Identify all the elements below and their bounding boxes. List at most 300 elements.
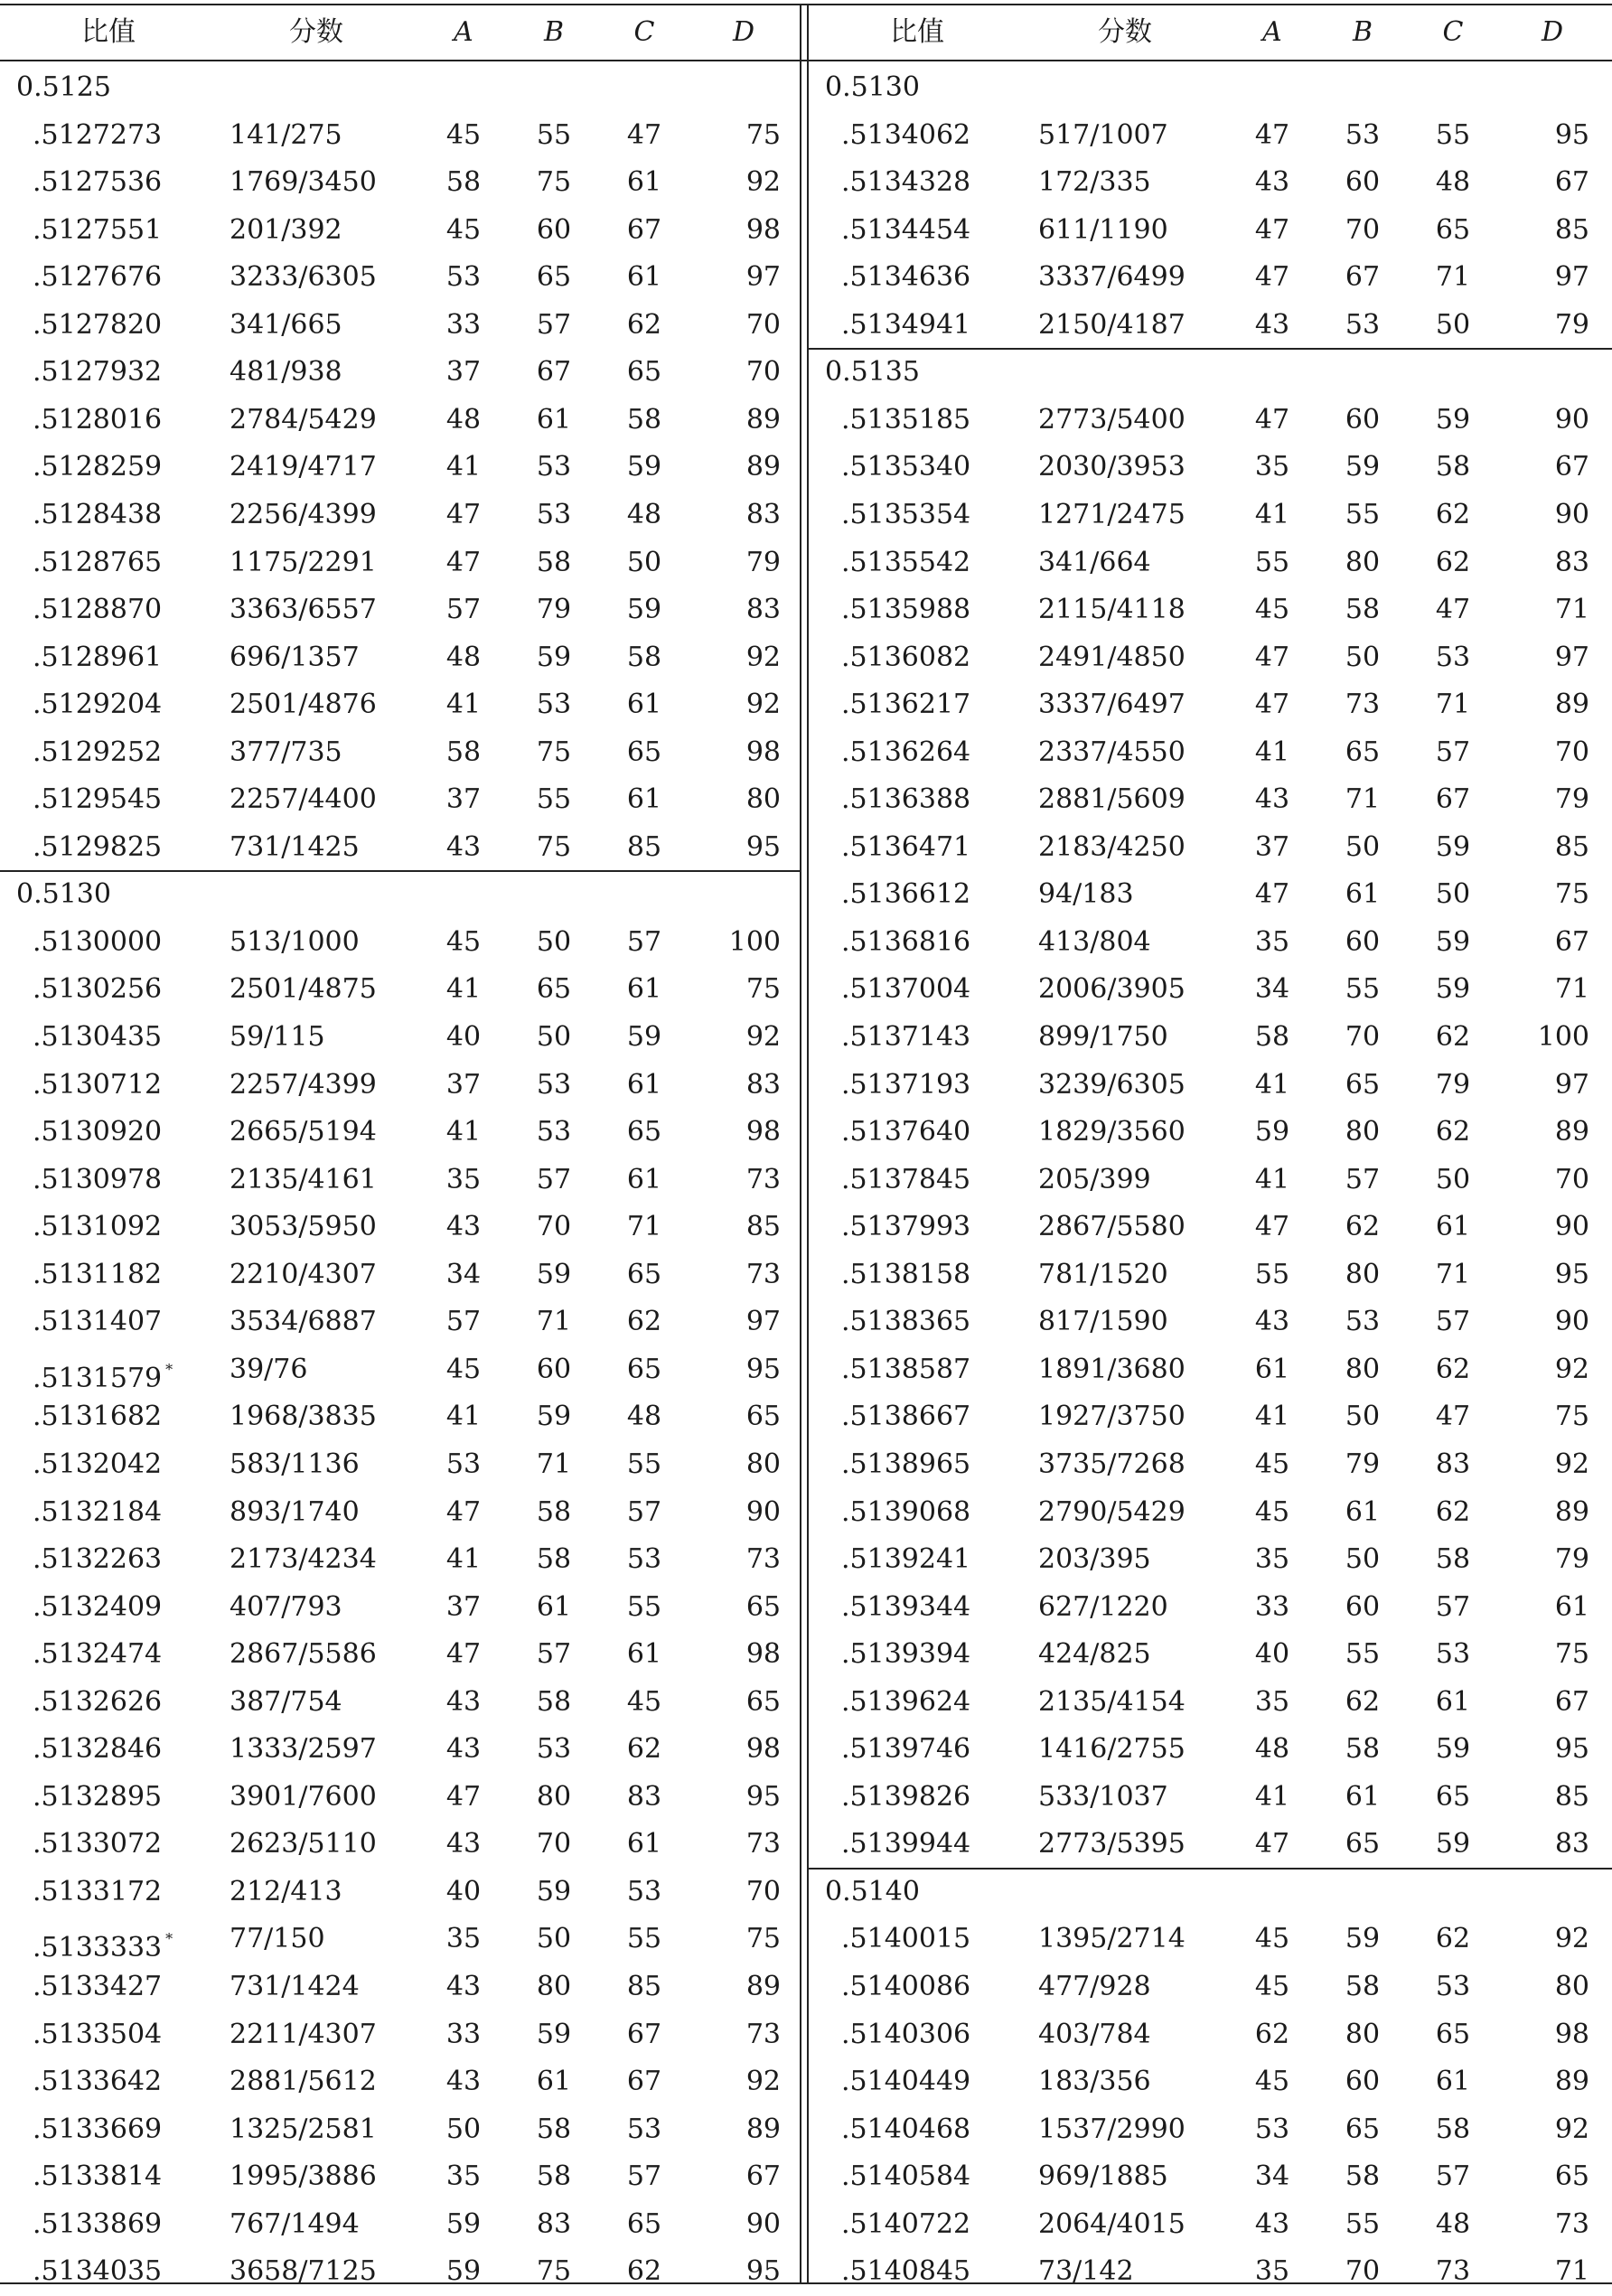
ratio-value: .5133172: [33, 1875, 163, 1907]
table-row: [0, 1346, 800, 1394]
col-c-value: 58: [626, 403, 662, 436]
table-row: [0, 1869, 800, 1916]
col-b-value: 80: [1345, 1116, 1381, 1148]
col-a-value: 58: [445, 736, 482, 768]
col-d-value: 73: [1554, 2207, 1589, 2240]
col-b-value: 70: [536, 1211, 572, 1243]
col-a-value: 34: [1254, 2160, 1290, 2193]
fraction-value: 611/1190: [1038, 213, 1168, 246]
col-c-value: 61: [626, 1638, 662, 1671]
col-c-value: 48: [626, 1401, 662, 1433]
col-b-value: 65: [1345, 1068, 1381, 1101]
fraction-value: 377/735: [230, 736, 342, 768]
table-row: [0, 2153, 800, 2201]
col-d-value: 67: [1554, 451, 1589, 483]
table-row: [0, 681, 800, 729]
ratio-value: .5129204: [33, 689, 163, 721]
col-b-value: 79: [536, 594, 572, 626]
fraction-value: 2150/4187: [1038, 308, 1186, 341]
col-c-value: 83: [1435, 1448, 1471, 1480]
col-b-value: 53: [536, 1116, 572, 1148]
col-b-value: 58: [536, 2113, 572, 2145]
col-a-value: 48: [1254, 1733, 1290, 1766]
col-c-value: 65: [626, 1258, 662, 1290]
col-c-value: 57: [1435, 2160, 1471, 2193]
col-d-value: 90: [745, 2207, 781, 2240]
col-a-value: 41: [445, 451, 482, 483]
col-a-value: 41: [1254, 1163, 1290, 1195]
fraction-value: 3233/6305: [230, 261, 377, 294]
col-d-value: 79: [1554, 308, 1589, 341]
col-c-value: 59: [1435, 830, 1471, 863]
fraction-value: 583/1136: [230, 1448, 360, 1480]
col-a-value: 34: [445, 1258, 482, 1290]
col-a-value: 45: [445, 925, 482, 958]
ratio-value: .5128259: [33, 451, 163, 483]
fraction-value: 183/356: [1038, 2066, 1151, 2098]
table-row: [809, 397, 1612, 445]
ratio-value: .5133642: [33, 2066, 163, 2098]
col-a-value: 40: [445, 1021, 482, 1053]
fraction-value: 3239/6305: [1038, 1068, 1186, 1101]
col-b-value: 61: [1345, 878, 1381, 911]
table-row: [809, 966, 1612, 1014]
col-c-value: 61: [626, 689, 662, 721]
ratio-value: .5131407: [33, 1306, 163, 1338]
col-a-value: 47: [445, 546, 482, 578]
col-a-value: 47: [445, 1495, 482, 1528]
fraction-value: 2773/5400: [1038, 403, 1186, 436]
col-d-value: 98: [1554, 2018, 1589, 2050]
col-a-value: 35: [1254, 1543, 1290, 1576]
col-c-value: 59: [1435, 403, 1471, 436]
col-a-value: 59: [1254, 1116, 1290, 1148]
col-d-value: 97: [745, 261, 781, 294]
table-row: [0, 1062, 800, 1110]
col-a-value: 43: [1254, 2207, 1290, 2240]
col-c-value: 57: [1435, 1590, 1471, 1623]
col-b-value: 57: [1345, 1163, 1381, 1195]
col-d-value: 73: [745, 1163, 781, 1195]
col-c-value: 55: [626, 1590, 662, 1623]
fraction-value: 3337/6497: [1038, 689, 1186, 721]
col-c-value: 47: [1435, 1401, 1471, 1433]
header-fraction: 分数: [289, 16, 343, 48]
ratio-value: .5134328: [841, 166, 971, 199]
table-row: [0, 634, 800, 682]
fraction-value: 39/76: [230, 1353, 308, 1385]
col-d-value: 97: [1554, 1068, 1589, 1101]
col-c-value: 61: [626, 1163, 662, 1195]
col-d-value: 70: [745, 1875, 781, 1907]
col-a-value: 47: [1254, 261, 1290, 294]
col-d-value: 73: [745, 1543, 781, 1576]
col-b-value: 67: [536, 356, 572, 389]
fraction-value: 424/825: [1038, 1638, 1151, 1671]
col-c-value: 65: [1435, 1780, 1471, 1813]
ratio-value: .5129825: [33, 830, 163, 863]
col-b-value: 53: [1345, 308, 1381, 341]
col-b-value: 50: [1345, 830, 1381, 863]
col-b-value: 71: [1345, 783, 1381, 816]
col-d-value: 89: [745, 451, 781, 483]
col-a-value: 47: [1254, 689, 1290, 721]
col-b-value: 55: [536, 118, 572, 151]
fraction-value: 413/804: [1038, 925, 1151, 958]
col-d-value: 100: [1537, 1021, 1589, 1053]
col-c-value: 62: [1435, 498, 1471, 530]
ratio-value: .5133814: [33, 2160, 163, 2193]
ratio-value: .5132846: [33, 1733, 163, 1766]
fraction-value: 3901/7600: [230, 1780, 377, 1813]
col-b-value: 53: [536, 1733, 572, 1766]
ratio-value: .5132474: [33, 1638, 163, 1671]
ratio-value: .5127273: [33, 118, 163, 151]
col-d-value: 89: [745, 2113, 781, 2145]
fraction-value: 2881/5609: [1038, 783, 1186, 816]
table-row: [0, 2201, 800, 2249]
col-a-value: 35: [1254, 1685, 1290, 1718]
col-a-value: 35: [445, 1923, 482, 1955]
col-a-value: 41: [1254, 1401, 1290, 1433]
col-c-value: 62: [1435, 546, 1471, 578]
col-c-value: 53: [626, 1875, 662, 1907]
col-d-value: 89: [1554, 689, 1589, 721]
col-d-value: 92: [745, 1021, 781, 1053]
col-d-value: 95: [1554, 1733, 1589, 1766]
fraction-value: 1333/2597: [230, 1733, 377, 1766]
col-a-value: 48: [445, 641, 482, 673]
fraction-value: 2257/4400: [230, 783, 377, 816]
table-row: [809, 159, 1612, 207]
col-a-value: 40: [1254, 1638, 1290, 1671]
table-row: [0, 1489, 800, 1537]
col-a-value: 45: [1254, 1448, 1290, 1480]
col-a-value: 47: [1254, 641, 1290, 673]
col-a-value: 40: [445, 1875, 482, 1907]
col-b-value: 80: [1345, 1258, 1381, 1290]
col-d-value: 92: [745, 641, 781, 673]
col-d-value: 89: [745, 1971, 781, 2002]
header-rule: [0, 60, 1612, 61]
col-a-value: 43: [445, 1211, 482, 1243]
table-row: [809, 634, 1612, 682]
col-d-value: 73: [745, 1828, 781, 1860]
col-b-value: 62: [1345, 1685, 1381, 1718]
col-a-value: 47: [1254, 1211, 1290, 1243]
col-c-value: 55: [626, 1448, 662, 1480]
col-a-value: 35: [1254, 2255, 1290, 2288]
table-row: [809, 824, 1612, 872]
col-c-value: 65: [1435, 2018, 1471, 2050]
col-b-value: 75: [536, 166, 572, 199]
fraction-value: 403/784: [1038, 2018, 1151, 2050]
col-c-value: 53: [1435, 1971, 1471, 2002]
fraction-value: 2135/4161: [230, 1163, 377, 1195]
col-c-value: 62: [1435, 1116, 1471, 1148]
table-row: [0, 1631, 800, 1679]
table-row: [809, 1014, 1612, 1062]
table-row: [0, 2106, 800, 2154]
fraction-value: 2867/5586: [230, 1638, 377, 1671]
fraction-value: 696/1357: [230, 641, 360, 673]
group-label: 0.5125: [16, 71, 111, 103]
col-c-value: 59: [626, 451, 662, 483]
col-b-value: 59: [536, 2018, 572, 2050]
col-d-value: 90: [1554, 498, 1589, 530]
col-b-value: 58: [1345, 2160, 1381, 2193]
col-c-value: 61: [626, 261, 662, 294]
col-d-value: 92: [745, 689, 781, 721]
col-b-value: 50: [1345, 641, 1381, 673]
col-d-value: 100: [728, 925, 781, 958]
table-row: [809, 492, 1612, 539]
fraction-value: 513/1000: [230, 925, 360, 958]
center-separator-left: [800, 4, 801, 2283]
col-d-value: 98: [745, 1638, 781, 1671]
col-a-value: 41: [445, 1401, 482, 1433]
col-b-value: 60: [536, 1353, 572, 1385]
col-d-value: 95: [745, 1780, 781, 1813]
col-d-value: 92: [745, 2066, 781, 2098]
col-a-value: 41: [445, 973, 482, 1006]
header-a: A: [454, 16, 473, 48]
ratio-value: .5132895: [33, 1780, 163, 1813]
col-a-value: 35: [1254, 451, 1290, 483]
col-c-value: 62: [1435, 1495, 1471, 1528]
ratio-value: .5132263: [33, 1543, 163, 1576]
col-d-value: 90: [1554, 1306, 1589, 1338]
col-b-value: 50: [536, 1923, 572, 1955]
ratio-value: .5130256: [33, 973, 163, 1006]
col-d-value: 83: [1554, 1828, 1589, 1860]
table-row: [0, 1014, 800, 1062]
col-d-value: 97: [745, 1306, 781, 1338]
col-d-value: 83: [745, 498, 781, 530]
table-row: [809, 586, 1612, 634]
col-b-value: 70: [1345, 213, 1381, 246]
col-a-value: 43: [1254, 1306, 1290, 1338]
table-row: [809, 2248, 1612, 2296]
group-label: 0.5130: [16, 878, 111, 911]
fraction-value: 2210/4307: [230, 1258, 377, 1290]
col-a-value: 55: [1254, 546, 1290, 578]
col-c-value: 57: [626, 2160, 662, 2193]
group-row: [809, 1869, 1612, 1916]
table-row: [809, 2058, 1612, 2106]
table-row: [809, 1489, 1612, 1537]
col-b-value: 57: [536, 1163, 572, 1195]
col-a-value: 37: [445, 356, 482, 389]
col-c-value: 59: [1435, 1733, 1471, 1766]
col-b-value: 55: [1345, 498, 1381, 530]
col-b-value: 65: [1345, 736, 1381, 768]
col-a-value: 34: [1254, 973, 1290, 1006]
col-a-value: 55: [1254, 1258, 1290, 1290]
ratio-value: .5137143: [841, 1021, 971, 1053]
col-c-value: 59: [1435, 973, 1471, 1006]
col-c-value: 65: [626, 1353, 662, 1385]
col-b-value: 65: [536, 973, 572, 1006]
col-d-value: 67: [1554, 925, 1589, 958]
col-c-value: 61: [1435, 1211, 1471, 1243]
fraction-value: 2501/4875: [230, 973, 377, 1006]
col-c-value: 58: [1435, 1543, 1471, 1576]
col-b-value: 70: [1345, 2255, 1381, 2288]
col-a-value: 41: [1254, 1068, 1290, 1101]
table-row: [0, 2058, 800, 2106]
fraction-value: 2256/4399: [230, 498, 377, 530]
col-c-value: 79: [1435, 1068, 1471, 1101]
table-row: [809, 871, 1612, 919]
col-a-value: 45: [1254, 2066, 1290, 2098]
col-c-value: 67: [626, 213, 662, 246]
col-b-value: 80: [1345, 1353, 1381, 1385]
table-row: [0, 586, 800, 634]
fraction-value: 477/928: [1038, 1971, 1151, 2002]
fraction-value: 94/183: [1038, 878, 1134, 911]
col-b-value: 75: [536, 2255, 572, 2288]
ratio-value: .5127551: [33, 213, 163, 246]
col-d-value: 71: [1554, 973, 1589, 1006]
col-a-value: 41: [445, 689, 482, 721]
col-d-value: 79: [745, 546, 781, 578]
col-b-value: 53: [536, 689, 572, 721]
ratio-value: .5128765: [33, 546, 163, 578]
col-c-value: 71: [1435, 689, 1471, 721]
col-d-value: 92: [1554, 1448, 1589, 1480]
table-row: [0, 302, 800, 350]
top-rule: [0, 4, 1612, 5]
col-b-value: 80: [1345, 2018, 1381, 2050]
table-row: [809, 1062, 1612, 1110]
col-d-value: 92: [1554, 1353, 1589, 1385]
col-d-value: 70: [1554, 1163, 1589, 1195]
ratio-value: .5133669: [33, 2113, 163, 2145]
col-a-value: 35: [445, 2160, 482, 2193]
col-b-value: 61: [1345, 1495, 1381, 1528]
fraction-value: 2183/4250: [1038, 830, 1186, 863]
ratio-value: .5127820: [33, 308, 163, 341]
fraction-value: 767/1494: [230, 2207, 360, 2240]
table-row: [809, 444, 1612, 492]
table-row: [0, 1109, 800, 1157]
col-c-value: 65: [626, 1116, 662, 1148]
table-row: [0, 1916, 800, 1963]
col-c-value: 50: [1435, 1163, 1471, 1195]
col-b-value: 70: [1345, 1021, 1381, 1053]
table-row: [809, 254, 1612, 302]
fraction-value: 2211/4307: [230, 2018, 377, 2050]
fraction-value: 1891/3680: [1038, 1353, 1186, 1385]
col-b-value: 59: [536, 1875, 572, 1907]
col-a-value: 47: [1254, 403, 1290, 436]
col-b-value: 80: [536, 1780, 572, 1813]
col-d-value: 75: [745, 118, 781, 151]
table-row: [809, 1441, 1612, 1489]
fraction-value: 2784/5429: [230, 403, 377, 436]
table-row: [809, 2201, 1612, 2249]
ratio-value: .5140086: [841, 1971, 971, 2002]
table-row: [809, 2153, 1612, 2201]
col-d-value: 85: [1554, 830, 1589, 863]
fraction-value: 2790/5429: [1038, 1495, 1186, 1528]
col-c-value: 65: [626, 736, 662, 768]
col-a-value: 59: [445, 2207, 482, 2240]
col-d-value: 83: [1554, 546, 1589, 578]
col-a-value: 57: [445, 594, 482, 626]
col-d-value: 97: [1554, 261, 1589, 294]
col-b-value: 61: [536, 2066, 572, 2098]
fraction-value: 73/142: [1038, 2255, 1134, 2288]
table-row: [0, 729, 800, 777]
col-a-value: 35: [445, 1163, 482, 1195]
header-b: B: [543, 16, 565, 48]
fraction-value: 2257/4399: [230, 1068, 377, 1101]
col-d-value: 61: [1554, 1590, 1589, 1623]
table-row: [0, 2248, 800, 2296]
col-c-value: 61: [626, 166, 662, 199]
col-a-value: 43: [1254, 166, 1290, 199]
col-c-value: 57: [1435, 1306, 1471, 1338]
table-row: [809, 2106, 1612, 2154]
col-b-value: 71: [536, 1448, 572, 1480]
col-b-value: 53: [1345, 118, 1381, 151]
table-row: [809, 1679, 1612, 1727]
fraction-value: 341/665: [230, 308, 342, 341]
col-b-value: 71: [536, 1306, 572, 1338]
table-row: [809, 776, 1612, 824]
fraction-value: 2867/5580: [1038, 1211, 1186, 1243]
table-row: [0, 1821, 800, 1869]
col-c-value: 62: [1435, 1021, 1471, 1053]
col-d-value: 65: [745, 1590, 781, 1623]
col-c-value: 61: [626, 783, 662, 816]
col-c-value: 62: [1435, 1923, 1471, 1955]
col-c-value: 53: [1435, 1638, 1471, 1671]
table-row: [0, 1204, 800, 1251]
col-a-value: 58: [445, 166, 482, 199]
header-d: D: [732, 16, 755, 48]
ratio-value: .5135340: [841, 451, 971, 483]
fraction-value: 1416/2755: [1038, 1733, 1186, 1766]
col-d-value: 85: [745, 1211, 781, 1243]
col-b-value: 60: [1345, 403, 1381, 436]
ratio-value: .5139944: [841, 1828, 971, 1860]
group-row: [809, 349, 1612, 397]
col-a-value: 43: [445, 830, 482, 863]
table-row: [0, 966, 800, 1014]
col-a-value: 37: [445, 1590, 482, 1623]
header-fraction: 分数: [1098, 16, 1152, 48]
table-row: [0, 1963, 800, 2011]
col-c-value: 67: [626, 2066, 662, 2098]
ratio-value: .5132042: [33, 1448, 163, 1480]
table-row: [0, 1157, 800, 1204]
col-c-value: 47: [626, 118, 662, 151]
table-row: [0, 254, 800, 302]
table-row: [0, 1393, 800, 1441]
col-d-value: 75: [1554, 878, 1589, 911]
table-row: [809, 1109, 1612, 1157]
col-c-value: 59: [1435, 925, 1471, 958]
col-a-value: 41: [1254, 736, 1290, 768]
ratio-value: .5130000: [33, 925, 163, 958]
col-b-value: 75: [536, 830, 572, 863]
col-c-value: 67: [1435, 783, 1471, 816]
col-b-value: 60: [1345, 1590, 1381, 1623]
group-label: 0.5140: [825, 1875, 920, 1907]
